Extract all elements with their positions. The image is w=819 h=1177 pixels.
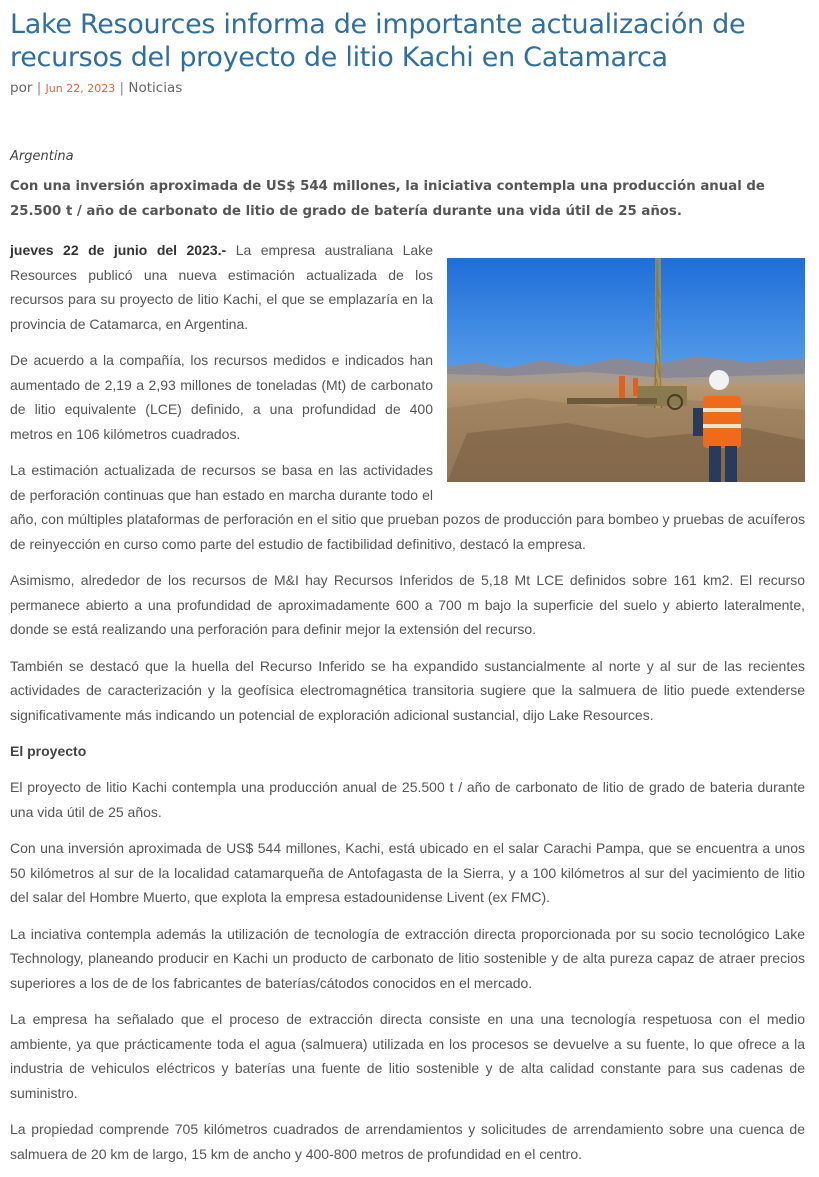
section-heading: El proyecto	[10, 743, 87, 759]
article-title: Lake Resources informa de importante actualización de recursos del proyecto de litio Kachi en Catamarca	[10, 9, 746, 73]
category-link[interactable]: Noticias	[128, 80, 183, 96]
author-prefix: por	[10, 80, 33, 96]
article-meta	[10, 80, 805, 96]
meta-separator: |	[119, 80, 125, 96]
paragraph-2: De acuerdo a la compañía, los recursos medidos e indicados han aumentado de 2,19 a 2,93 millones de toneladas (Mt) de carbonato de litio equivalente (LCE) definido, a una profundidad de 400 metros en 106 kilómetros cuadrados.	[10, 352, 433, 442]
paragraph-6: El proyecto de litio Kachi contempla una producción anual de 25.500 t / año de carbonato de litio de grado de bateria durante una vida útil de 25 años.	[10, 779, 805, 820]
paragraph-3: La estimación actualizada de recursos se basa en las actividades de perforación continuas que han estado en marcha durante todo el año, con múltiples plataformas de perforación en el sitio que prueban pozos de producción para bombeo y pruebas de acuíferos de reinyección en curso como parte del estudio de factibilidad definitivo, destacó la empresa.	[10, 462, 805, 552]
dateline: jueves 22 de junio del 2023.-	[10, 242, 227, 258]
paragraph-8: La inciativa contempla además la utilización de tecnología de extracción directa proporcionada por su socio tecnológico Lake Technology, planeando producir en Kachi un producto de carbonato de litio sostenible y de alta pureza capaz de atraer precios superiores a los de de los fabricantes de baterías/cátodos conocidos en el mercado.	[10, 925, 805, 991]
drilling-site-photo	[447, 258, 805, 482]
paragraph-4: Asimismo, alrededor de los recursos de M&I hay Recursos Inferidos de 5,18 Mt LCE definidos sobre 161 km2. El recurso permanece abierto a una profundidad de aproximadamente 600 a 700 m bajo la superficie del suelo y abierto lateralmente, donde se está realizando una perforación para definir mejor la extensión del recurso.	[10, 572, 805, 637]
paragraph-9: La empresa ha señalado que el proceso de extracción directa consiste en una una tecnología respetuosa con el medio ambiente, ya que prácticamente toda el agua (salmuera) utilizada en los procesos se devuelve a su fuente, lo que ofrece a la industria de vehiculos eléctricos y baterías una fuente de litio sostenible y de alta calidad constante para sus cadenas de suministro.	[10, 1011, 805, 1101]
region-label: Argentina	[10, 149, 74, 164]
paragraph-1-text: La empresa australiana Lake Resources publicó una nueva estimación actualizada de los recursos para su proyecto de litio Kachi, el que se emplazaría en la provincia de Catamarca, en Argentina.	[10, 242, 433, 332]
article-body	[10, 238, 805, 1166]
meta-separator: |	[36, 80, 42, 96]
publish-date: Jun 22, 2023	[45, 82, 116, 95]
paragraph-5: También se destacó que la huella del Recurso Inferido se ha expandido sustancialmente al norte y al sur de las recientes actividades de caracterización y la geofísica electromagnética transitoria sugiere que la salmuera de litio puede extenderse significativamente más indicando un potencial de exploración adicional sustancial, dijo Lake Resources.	[10, 657, 805, 723]
article-lead: Con una inversión aproximada de US$ 544 millones, la iniciativa contempla una producción anual de 25.500 t / año de carbonato de litio de grado de batería durante una vida útil de 25 años.	[10, 179, 765, 219]
paragraph-7: Con una inversión aproximada de US$ 544 millones, Kachi, está ubicado en el salar Carachi Pampa, que se encuentra a unos 50 kilómetros al sur de la localidad catamarqueña de Antofagasta de la Sierra, y a 100 kilómetros al sur del yacimiento de litio del salar del Hombre Muerto, que explota la empresa estadounidense Livent (ex FMC).	[10, 840, 805, 905]
paragraph-10: La propiedad comprende 705 kilómetros cuadrados de arrendamientos y solicitudes de arrendamiento sobre una cuenca de salmuera de 20 km de largo, 15 km de ancho y 400-800 metros de profundidad en el centro.	[10, 1121, 805, 1162]
